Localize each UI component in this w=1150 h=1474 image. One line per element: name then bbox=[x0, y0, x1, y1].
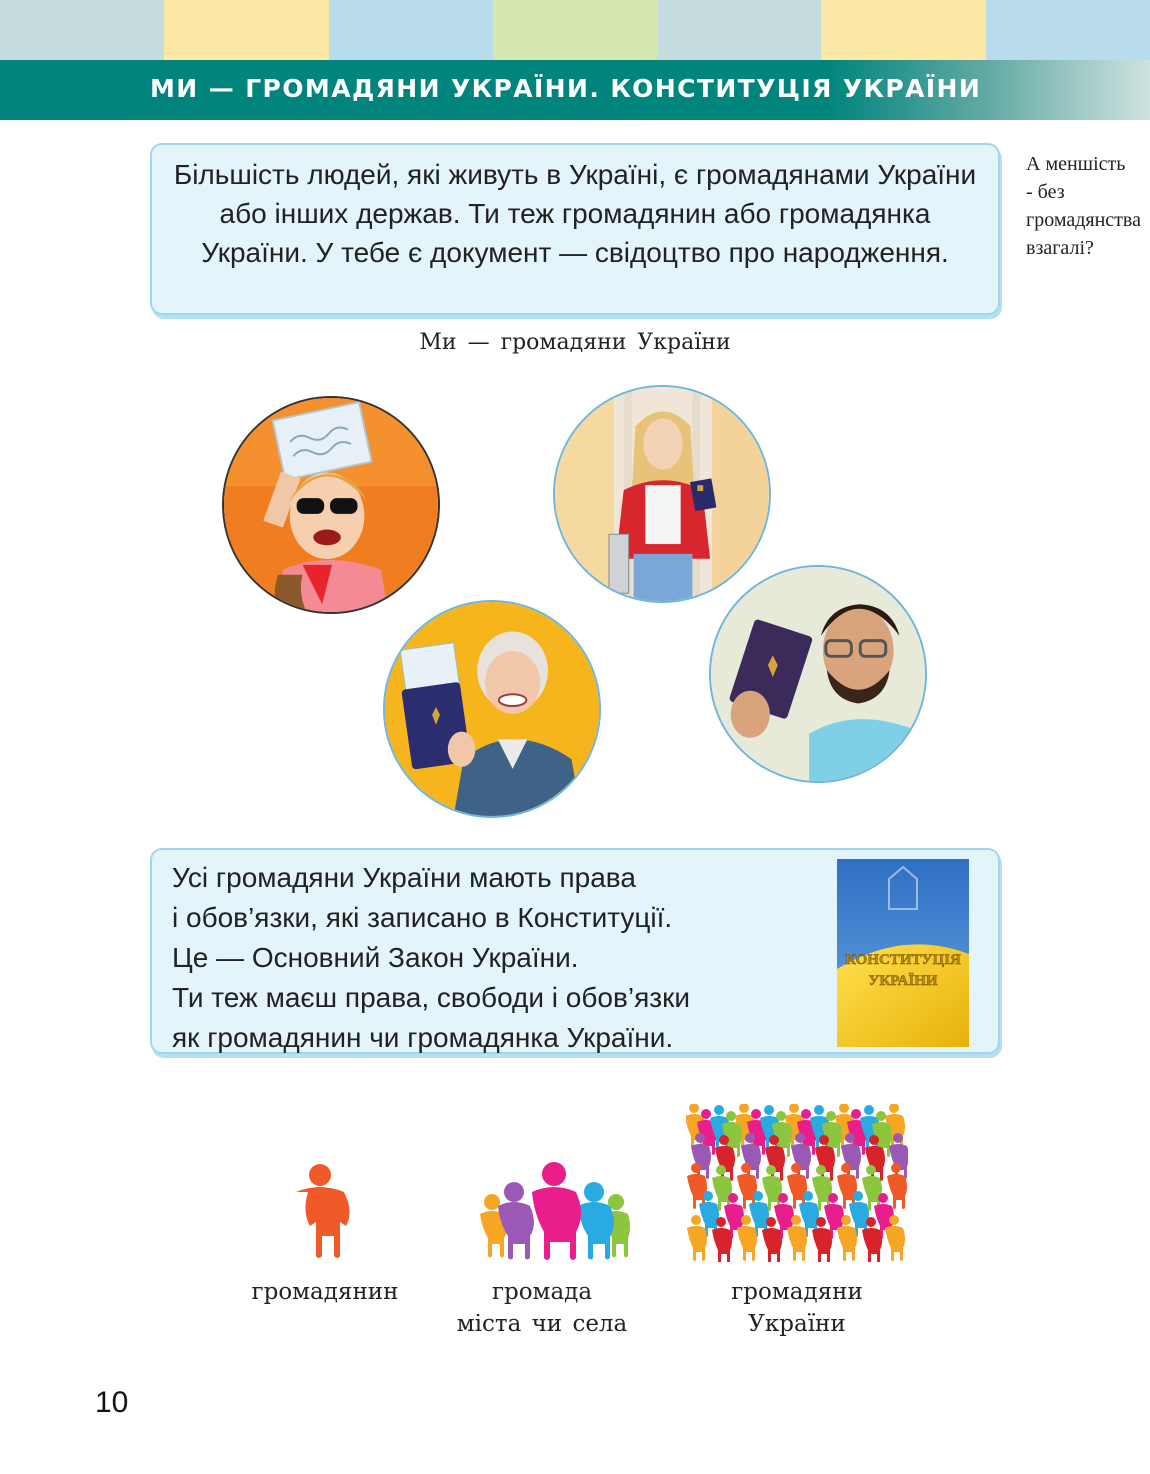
photo-caption: Ми — громадяни України bbox=[419, 330, 731, 355]
constitution-book-cover bbox=[837, 859, 969, 1047]
stripe bbox=[821, 0, 985, 60]
elderly-woman-with-passport-photo bbox=[383, 600, 601, 818]
constitution-text-line: Це — Основний Закон України. bbox=[172, 942, 579, 973]
color-stripe-bar bbox=[0, 0, 1150, 60]
figure-label-line: України bbox=[748, 1311, 846, 1337]
figure-label-citizens-of-ukraine bbox=[697, 1276, 897, 1340]
single-person-icon bbox=[288, 1162, 352, 1260]
community-group-icon bbox=[476, 1160, 632, 1264]
crowd-icon bbox=[686, 1104, 908, 1262]
constitution-text-line: Ти теж маєш права, свободи і обов’язки bbox=[172, 982, 690, 1013]
page-title: МИ — ГРОМАДЯНИ УКРАЇНИ. КОНСТИТУЦІЯ УКРАЇНИ bbox=[150, 74, 982, 103]
figure-label-community bbox=[431, 1276, 653, 1340]
side-note-line: - без bbox=[1026, 181, 1065, 203]
stripe bbox=[0, 0, 164, 60]
page-number: 10 bbox=[95, 1386, 129, 1419]
constitution-text-line: як громадянин чи громадянка України. bbox=[172, 1022, 674, 1053]
side-note-line: А меншість bbox=[1026, 153, 1126, 175]
boy-with-certificate-photo bbox=[222, 396, 440, 614]
man-with-passport-photo bbox=[709, 565, 927, 783]
figure-label-line: громада bbox=[491, 1279, 593, 1305]
stripe bbox=[986, 0, 1150, 60]
stripe bbox=[329, 0, 493, 60]
book-title-line1: КОНСТИТУЦІЯ bbox=[845, 952, 961, 968]
constitution-text-line: і обов’язки, які записано в Конституції. bbox=[172, 902, 673, 933]
intro-box bbox=[150, 143, 1000, 315]
book-title-line2: УКРАЇНИ bbox=[868, 973, 938, 989]
figure-label-line: громадянин bbox=[251, 1279, 399, 1305]
intro-text: Більшість людей, які живуть в Україні, є громадянами України або інших держав. Ти теж громадянин або громадянка України. У тебе є документ — свідоцтво про народження. bbox=[173, 159, 977, 268]
woman-with-passport-photo bbox=[553, 385, 771, 603]
stripe bbox=[493, 0, 657, 60]
figure-label-citizen bbox=[230, 1276, 420, 1308]
stripe bbox=[657, 0, 821, 60]
figure-label-line: міста чи села bbox=[456, 1311, 628, 1337]
constitution-text bbox=[172, 858, 812, 1058]
side-note bbox=[1026, 150, 1150, 262]
stripe bbox=[164, 0, 328, 60]
constitution-text-line: Усі громадяни України мають права bbox=[172, 862, 636, 893]
side-note-line: громадянства bbox=[1026, 209, 1141, 231]
figure-label-line: громадяни bbox=[731, 1279, 863, 1305]
side-note-line: взагалі? bbox=[1026, 237, 1094, 259]
